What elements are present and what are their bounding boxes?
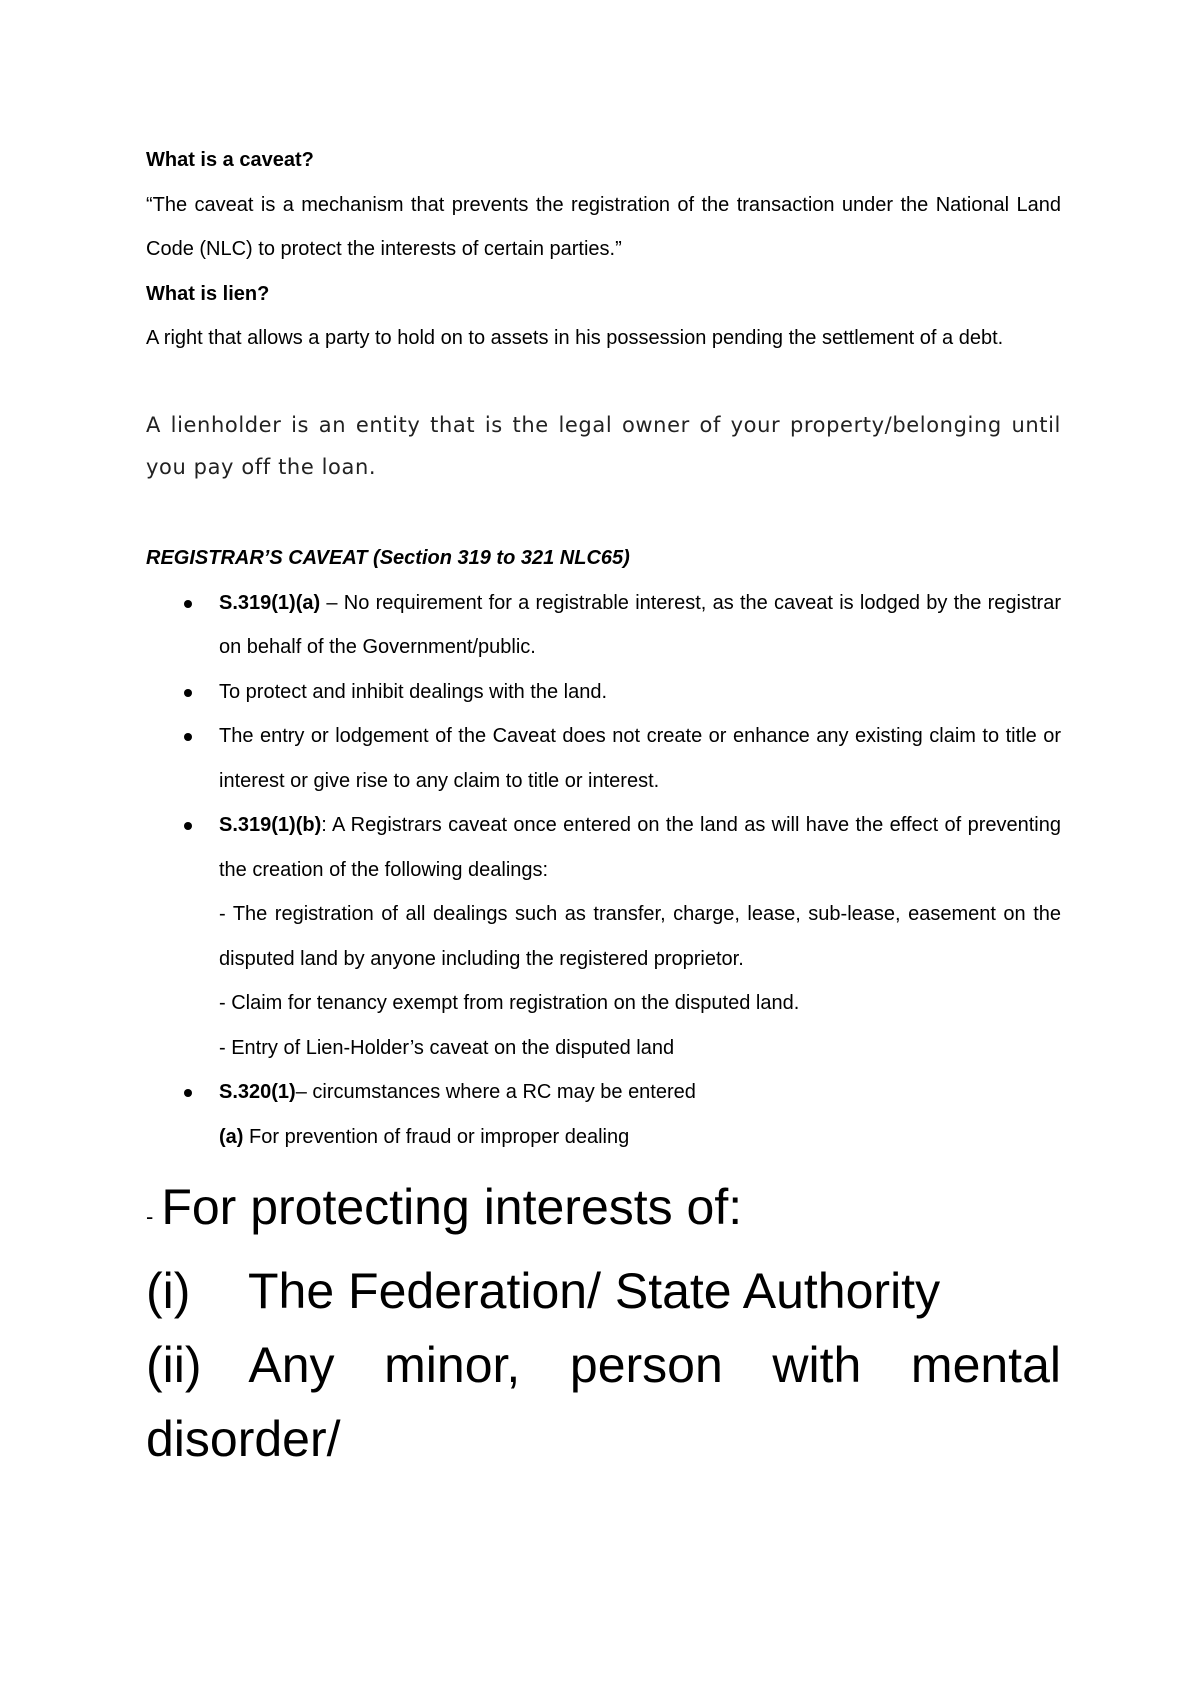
- caveat-definition: “The caveat is a mechanism that prevents the registration of the transaction under the National Land Code (NLC) to protect the interests of certain parties.”: [146, 193, 1061, 260]
- item-text: Any minor, person with mental disorder/: [146, 1337, 1061, 1467]
- section-ref: S.319(1)(b): [219, 814, 322, 836]
- lienholder-definition: A lienholder is an entity that is the legal owner of your property/belonging until you pay off the loan.: [146, 413, 1061, 479]
- list-item: [146, 670, 1061, 715]
- list-item: [146, 803, 1061, 1070]
- bullet-text: To protect and inhibit dealings with the land.: [219, 680, 608, 703]
- bullet-text: The entry or lodgement of the Caveat does not create or enhance any existing claim to title or interest or give rise to any claim to title or interest.: [219, 725, 1061, 792]
- sub-item: - The registration of all dealings such as transfer, charge, lease, sub-lease, easement on the disputed land by anyone including the registered proprietor.: [219, 903, 1061, 970]
- sub-item-label: (a): [219, 1125, 244, 1148]
- bullet-text: – No requirement for a registrable interest, as the caveat is lodged by the registrar on behalf of the Government/public.: [219, 591, 1061, 658]
- sub-item: [219, 1115, 1061, 1160]
- section-ref: S.319(1)(a): [219, 591, 321, 614]
- large-line-text: For protecting interests of:: [161, 1179, 743, 1235]
- item-label: (i): [146, 1263, 191, 1319]
- large-line: [146, 1254, 1061, 1328]
- list-item: [146, 714, 1061, 803]
- question-caveat-heading: What is a caveat?: [146, 149, 314, 171]
- sub-item: - Entry of Lien-Holder’s caveat on the disputed land: [219, 1036, 675, 1059]
- bullet-text: – circumstances where a RC may be entered: [295, 1081, 696, 1103]
- bullet-text: : A Registrars caveat once entered on the land as will have the effect of preventing the creation of the following dealings:: [219, 814, 1061, 881]
- large-line: [146, 1170, 1061, 1254]
- section-ref: S.320(1): [219, 1081, 296, 1103]
- large-text-block: [146, 1170, 1061, 1476]
- section-title: REGISTRAR’S CAVEAT (Section 319 to 321 NLC65): [146, 547, 630, 569]
- item-label: (ii): [146, 1337, 202, 1393]
- list-item: [146, 581, 1061, 670]
- question-lien-heading: What is lien?: [146, 282, 270, 305]
- document-body: [146, 138, 1061, 361]
- bullet-list: [146, 581, 1061, 1160]
- dash-marker: -: [146, 1204, 154, 1229]
- sub-item: - Claim for tenancy exempt from registration on the disputed land.: [219, 992, 800, 1014]
- lien-definition: A right that allows a party to hold on to assets in his possession pending the settlement of a debt.: [146, 327, 1004, 349]
- sub-item-text: For prevention of fraud or improper dealing: [243, 1125, 630, 1148]
- item-text: The Federation/ State Authority: [248, 1263, 941, 1319]
- large-line: [146, 1328, 1061, 1476]
- registrar-caveat-section: [146, 536, 1061, 1159]
- list-item: [146, 1070, 1061, 1159]
